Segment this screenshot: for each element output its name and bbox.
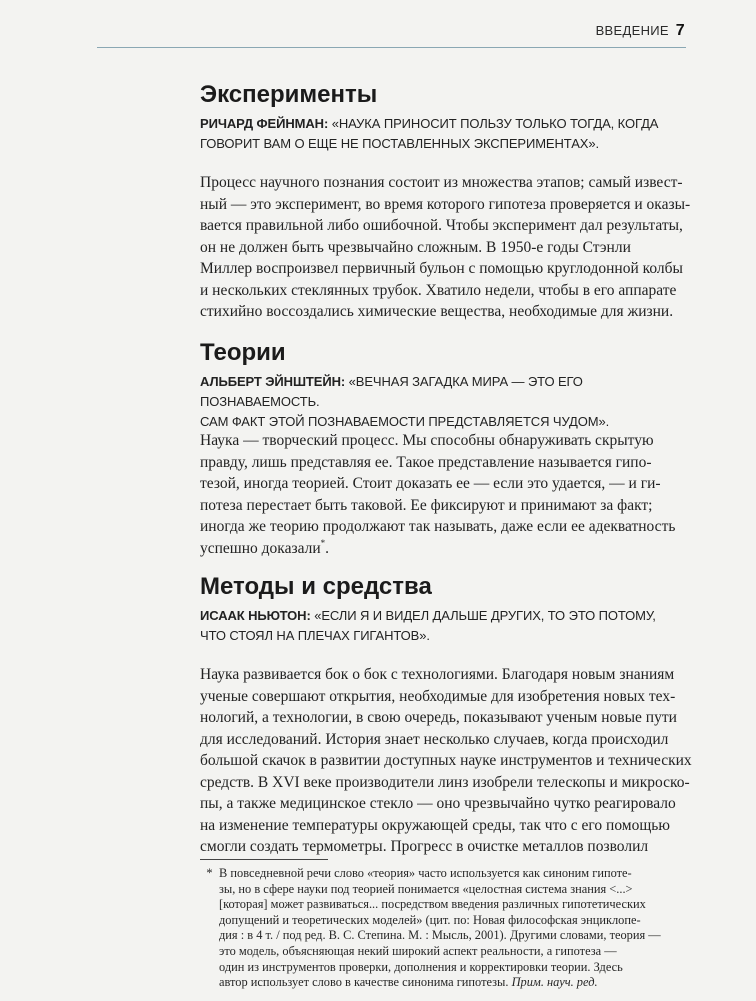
footnote-line — [200, 975, 700, 991]
text-line: и нескольких стеклянных трубок. Хватило недели, чтобы в его аппарате — [200, 281, 677, 299]
epigraph-line: ГОВОРИТ ВАМ О ЕЩЕ НЕ ПОСТАВЛЕННЫХ ЭКСПЕРИМЕНТАХ». — [200, 136, 599, 151]
section-title: Эксперименты — [200, 81, 378, 108]
epigraph-author: РИЧАРД ФЕЙНМАН: — [200, 116, 329, 131]
text-line: ный — это эксперимент, во время которого гипотеза проверяется и оказы- — [200, 195, 691, 213]
text-line: ученые совершают открытия, необходимые для изобретения новых тех- — [200, 687, 676, 705]
epigraph-line: ЧТО СТОЯЛ НА ПЛЕЧАХ ГИГАНТОВ». — [200, 628, 430, 643]
footnote-line-text: автор использует слово в качестве синонима гипотезы. — [219, 975, 509, 990]
text-line: Наука — творческий процесс. Мы способны обнаруживать скрытую — [200, 432, 654, 449]
footnote-rule — [200, 859, 328, 860]
text-line: тезой, иногда теорией. Стоит доказать ее — если это удается, — и ги- — [200, 475, 661, 492]
body-paragraph — [200, 172, 691, 323]
header-rule — [97, 47, 686, 48]
text-line: потеза перестает быть таковой. Ее фиксируют и принимают за факт; — [200, 496, 653, 514]
footnote-line: один из инструментов проверки, дополнения и корректировки теории. Здесь — [219, 959, 623, 974]
epigraph — [200, 372, 686, 432]
text-line: стихийно воссоздались химические вещества, необходимые для жизни. — [200, 303, 674, 320]
text-line: иногда же теорию продолжают так называть, даже если ее адекватность — [200, 518, 676, 535]
text-line: средств. В XVI веке производители линз изобрели телескопы и микроско- — [200, 773, 690, 791]
footnote-line: [которая] может развиваться... посредством введения различных гипотетических — [219, 897, 646, 912]
section-theories — [200, 338, 686, 432]
section-methods — [200, 572, 686, 646]
text-line: правду, лишь представляя ее. Такое представление называется гипо- — [200, 453, 652, 471]
epigraph — [200, 606, 686, 646]
body-paragraph — [200, 664, 692, 858]
epigraph-line: «НАУКА ПРИНОСИТ ПОЛЬЗУ ТОЛЬКО ТОГДА, КОГДА — [328, 116, 659, 131]
text-line-content: успешно доказали — [200, 539, 321, 557]
text-line: он не должен быть чрезвычайно сложным. В 1950-е годы Стэнли — [200, 238, 631, 256]
footnote-line: это модель, объясняющая некий широкий аспект реальности, а гипотеза — — [219, 943, 617, 958]
epigraph-line: «ВЕЧНАЯ ЗАГАДКА МИРА — ЭТО ЕГО ПОЗНАВАЕМОСТЬ. — [200, 374, 583, 409]
footnote-marker: * — [320, 537, 326, 548]
body-paragraph — [200, 430, 686, 559]
text-line: на изменение температуры окружающей среды, так что с его помощью — [200, 816, 670, 834]
section-title: Методы и средства — [200, 573, 432, 600]
footnote-marker: * — [206, 866, 213, 880]
text-line: Миллер воспроизвел первичный бульон с помощью круглодонной колбы — [200, 260, 683, 277]
text-line: пы, а также медицинское стекло — оно чрезвычайно чутко реагировало — [200, 795, 676, 812]
editor-note: Прим. науч. ред. — [511, 975, 598, 990]
text-line: большой скачок в развитии доступных науке инструментов и технических — [200, 752, 692, 769]
text-line: Наука развивается бок о бок с технологиями. Благодаря новым знаниям — [200, 666, 675, 683]
footnote — [200, 866, 700, 991]
text-line: для исследований. История знает несколько случаев, когда происходил — [200, 730, 669, 748]
section-title: Теории — [200, 339, 286, 366]
footnote-line — [200, 866, 700, 882]
text-line: вается правильной либо ошибочной. Чтобы эксперимент дал результаты, — [200, 217, 683, 234]
footnote-line: зы, но в сфере науки под теорией понимается «целостная система знания <...> — [219, 881, 633, 896]
footnote-line: дия : в 4 т. / под ред. В. С. Степина. М. : Мысль, 2001). Другими словами, теория — — [219, 928, 661, 943]
footnote-line: допущений и теоретических моделей» (цит. по: Новая философская энциклопе- — [219, 912, 641, 927]
text-line — [200, 538, 686, 560]
text-line: Процесс научного познания состоит из множества этапов; самый извест- — [200, 174, 683, 191]
running-head — [596, 22, 685, 40]
section-experiments — [200, 80, 686, 154]
epigraph-line: «ЕСЛИ Я И ВИДЕЛ ДАЛЬШЕ ДРУГИХ, ТО ЭТО ПОТОМУ, — [310, 608, 656, 623]
epigraph-author: АЛЬБЕРТ ЭЙНШТЕЙН: — [200, 374, 346, 389]
text-line-end: . — [325, 539, 330, 557]
text-line: смогли создать термометры. Прогресс в очистке металлов позволил — [200, 838, 649, 855]
page-number: 7 — [675, 22, 685, 39]
epigraph-author: ИСААК НЬЮТОН: — [200, 608, 311, 623]
epigraph — [200, 114, 686, 154]
text-line: нологий, а технологии, в свою очередь, показывают ученым новые пути — [200, 709, 677, 726]
footnote-line-text: В повседневной речи слово «теория» часто используется как синоним гипоте- — [219, 866, 632, 880]
running-head-chapter: ВВЕДЕНИЕ — [595, 23, 669, 38]
epigraph-line: САМ ФАКТ ЭТОЙ ПОЗНАВАЕМОСТИ ПРЕДСТАВЛЯЕТСЯ ЧУДОМ». — [200, 414, 610, 429]
